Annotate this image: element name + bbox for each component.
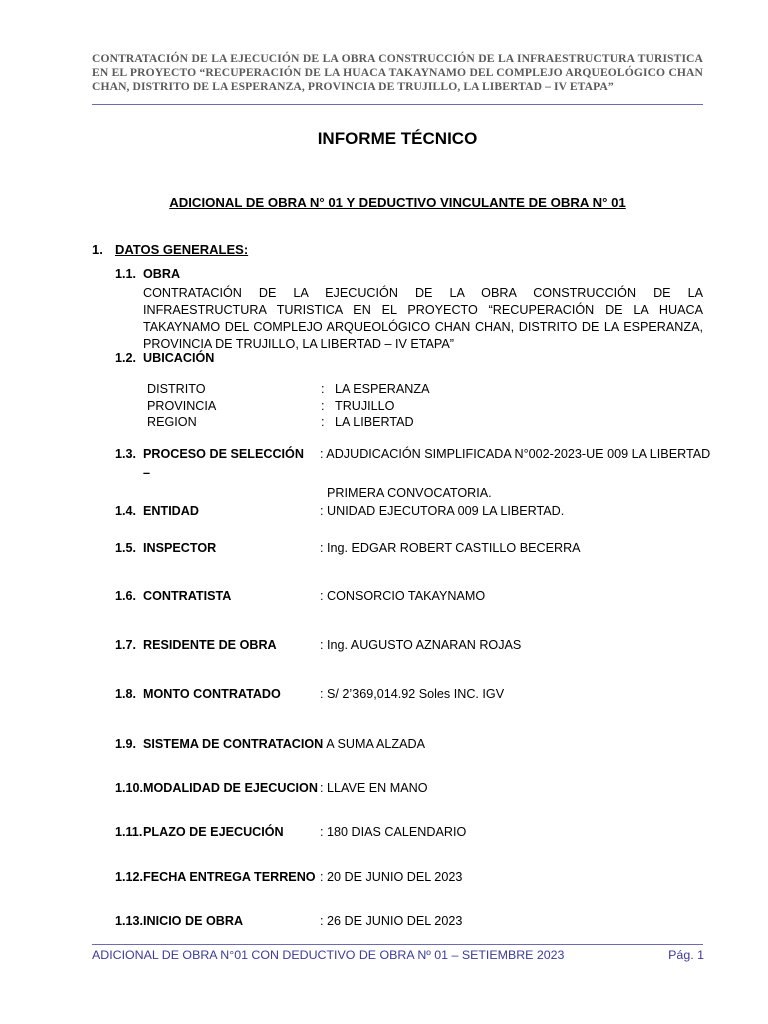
document-header [92, 52, 703, 94]
item-label: OBRA [143, 267, 181, 281]
item-number: 1.8. [115, 687, 137, 701]
item-number: 1.9. [115, 737, 137, 751]
item-label: INSPECTOR [143, 541, 217, 555]
item-label: ENTIDAD [143, 504, 199, 518]
item-number: 1.1. [115, 267, 137, 281]
ubicacion-key: REGION [147, 415, 197, 429]
proceso-value-continued: PRIMERA CONVOCATORIA. [327, 486, 492, 500]
item-number: 1.6. [115, 589, 137, 603]
section-label: DATOS GENERALES: [115, 242, 249, 257]
footer-divider [92, 944, 703, 945]
item-label: PLAZO DE EJECUCIÓN [143, 825, 284, 839]
item-label: CONTRATISTA [143, 589, 232, 603]
item-value: : 180 DIAS CALENDARIO [320, 825, 467, 839]
item-label: FECHA ENTREGA TERRENO [143, 870, 316, 884]
item-value: : UNIDAD EJECUTORA 009 LA LIBERTAD. [320, 504, 565, 518]
ubicacion-key: DISTRITO [147, 382, 206, 396]
item-number: 1.7. [115, 638, 137, 652]
item-label: INICIO DE OBRA [143, 914, 244, 928]
item-number: 1.5. [115, 541, 137, 555]
item-label: SISTEMA DE CONTRATACION [143, 737, 324, 751]
obra-description: CONTRATACIÓN DE LA EJECUCIÓN DE LA OBRA CONSTRUCCIÓN DE LA INFRAESTRUCTURA TURISTICA EN EL PROYECTO “RECUPERACIÓN DE LA HUACA TAKAYNAMO DEL COMPLEJO ARQUEOLÓGICO CHAN CHAN, DISTRITO DE LA ESPERANZA, PROVINCIA DE TRUJILLO, LA LIBERTAD – IV ETAPA” [143, 286, 703, 351]
item-value: : 26 DE JUNIO DEL 2023 [320, 914, 463, 928]
item-number: 1.4. [115, 504, 137, 518]
item-value: : 20 DE JUNIO DEL 2023 [320, 870, 463, 884]
report-subtitle: ADICIONAL DE OBRA N° 01 Y DEDUCTIVO VINCULANTE DE OBRA N° 01 [169, 195, 626, 210]
item-value: : CONSORCIO TAKAYNAMO [320, 589, 486, 603]
proceso-dash: – [143, 466, 151, 480]
item-number: 1.10. [115, 781, 144, 795]
ubicacion-value: TRUJILLO [335, 399, 395, 413]
report-title: INFORME TÉCNICO [317, 129, 478, 148]
section-heading [92, 242, 248, 257]
ubicacion-key: PROVINCIA [147, 399, 217, 413]
item-value: : Ing. AUGUSTO AZNARAN ROJAS [320, 638, 522, 652]
ubicacion-colon: : [321, 415, 325, 429]
item-label: MONTO CONTRATADO [143, 687, 281, 701]
header-line-2: EN EL PROYECTO “RECUPERACIÓN DE LA HUACA TAKAYNAMO DEL COMPLEJO ARQUEOLÓGICO CHAN [92, 66, 703, 79]
item-label: MODALIDAD DE EJECUCION [143, 781, 318, 795]
page-number: Pág. 1 [668, 948, 704, 962]
item-number: 1.12. [115, 870, 144, 884]
header-line-1: CONTRATACIÓN DE LA EJECUCIÓN DE LA OBRA CONSTRUCCIÓN DE LA INFRAESTRUCTURA TURISTICA [92, 52, 703, 65]
item-value: : S/ 2’369,014.92 Soles INC. IGV [320, 687, 505, 701]
item-value: : LLAVE EN MANO [320, 781, 428, 795]
item-number: 1.11. [115, 825, 143, 839]
ubicacion-colon: : [321, 399, 325, 413]
item-value: : A SUMA ALZADA [320, 737, 425, 751]
item-label: UBICACIÓN [143, 351, 215, 365]
item-label: RESIDENTE DE OBRA [143, 638, 277, 652]
ubicacion-colon: : [321, 382, 325, 396]
item-value: : Ing. EDGAR ROBERT CASTILLO BECERRA [320, 541, 581, 555]
item-number: 1.2. [115, 351, 137, 365]
section-number: 1. [92, 242, 103, 257]
ubicacion-value: LA ESPERANZA [335, 382, 430, 396]
item-number: 1.13. [115, 914, 144, 928]
header-divider [92, 104, 703, 105]
footer-text: ADICIONAL DE OBRA N°01 CON DEDUCTIVO DE OBRA Nº 01 – SETIEMBRE 2023 [92, 948, 565, 962]
ubicacion-value: LA LIBERTAD [335, 415, 414, 429]
item-label: PROCESO DE SELECCIÓN [143, 447, 304, 461]
proceso-value: : ADJUDICACIÓN SIMPLIFICADA N°002-2023-UE 009 LA LIBERTAD [320, 447, 711, 461]
header-line-3: CHAN, DISTRITO DE LA ESPERANZA, PROVINCIA DE TRUJILLO, LA LIBERTAD – IV ETAPA” [92, 80, 614, 93]
item-number: 1.3. [115, 447, 137, 461]
